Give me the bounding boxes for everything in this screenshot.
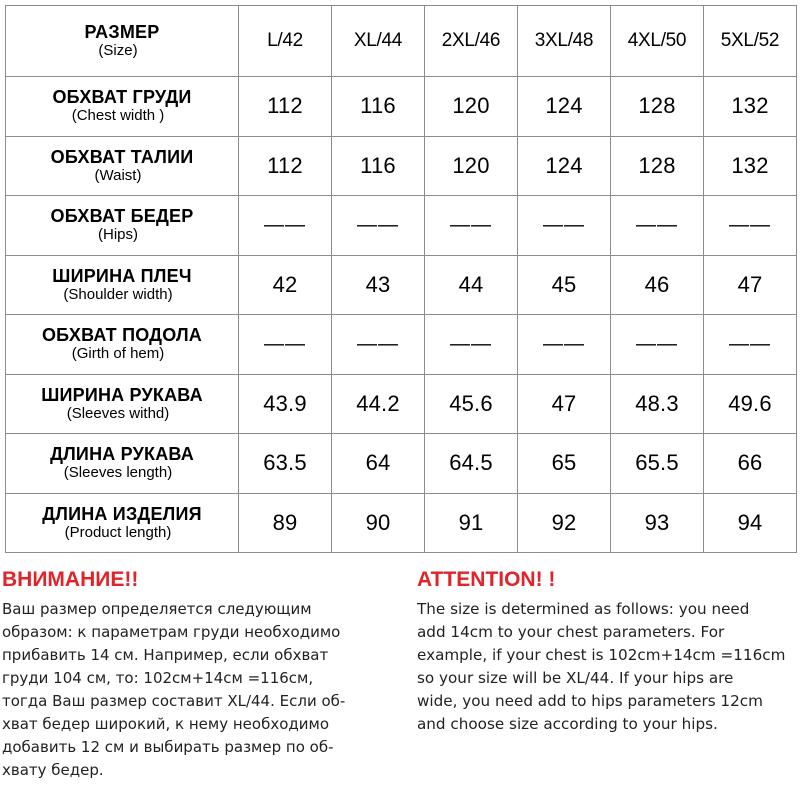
value-cell: 128	[611, 77, 704, 137]
value-cell: 124	[518, 77, 611, 137]
attention-text-en: The size is determined as follows: you need add 14cm to your chest parameters. For example, if your chest is 102cm+14cm =116cm so your size will be XL/44. If your hips are wide, you need add to hips parameters 12cm and choose size according to your hips.	[417, 600, 786, 733]
row-label-cell	[6, 255, 239, 315]
value-cell: 120	[425, 136, 518, 196]
row-label-en: (Chest width )	[71, 107, 165, 125]
table-row	[6, 374, 797, 434]
value-cell: 47	[704, 255, 797, 315]
value-cell: ——	[425, 196, 518, 256]
value-cell: 120	[425, 77, 518, 137]
size-header-cell: XL/44	[332, 6, 425, 77]
value-cell: 43	[332, 255, 425, 315]
attention-note-ru	[2, 566, 402, 782]
row-label-cell	[6, 315, 239, 375]
row-label-cell	[6, 77, 239, 137]
size-header-cell: 5XL/52	[704, 6, 797, 77]
row-label-ru: ДЛИНА ИЗДЕЛИЯ	[42, 503, 202, 524]
size-header-row	[6, 6, 797, 77]
attention-title-en: ATTENTION! !	[417, 568, 556, 591]
table-row	[6, 434, 797, 494]
table-row	[6, 196, 797, 256]
row-label-cell	[6, 136, 239, 196]
table-row	[6, 255, 797, 315]
row-label-en: (Sleeves withd)	[66, 404, 170, 422]
table-row	[6, 315, 797, 375]
value-cell: 65.5	[611, 434, 704, 494]
value-cell: 42	[239, 255, 332, 315]
value-cell: 93	[611, 493, 704, 553]
size-header-cell: 2XL/46	[425, 6, 518, 77]
size-header-cell: 4XL/50	[611, 6, 704, 77]
table-row	[6, 136, 797, 196]
value-cell: 46	[611, 255, 704, 315]
row-label-cell	[6, 196, 239, 256]
value-cell: 112	[239, 77, 332, 137]
attention-note-en	[417, 566, 800, 736]
row-label-cell	[6, 374, 239, 434]
value-cell: 116	[332, 136, 425, 196]
value-cell: 91	[425, 493, 518, 553]
row-label-cell	[6, 434, 239, 494]
row-label-en: (Product length)	[64, 523, 172, 541]
value-cell: ——	[704, 196, 797, 256]
value-cell: 89	[239, 493, 332, 553]
value-cell: 45.6	[425, 374, 518, 434]
value-cell: 94	[704, 493, 797, 553]
row-label-ru: РАЗМЕР	[84, 22, 160, 42]
value-cell: ——	[332, 196, 425, 256]
value-cell: 92	[518, 493, 611, 553]
value-cell: 128	[611, 136, 704, 196]
value-cell: 44	[425, 255, 518, 315]
row-label-en: (Waist)	[94, 166, 142, 184]
value-cell: ——	[611, 315, 704, 375]
value-cell: 45	[518, 255, 611, 315]
value-cell: 43.9	[239, 374, 332, 434]
value-cell: 116	[332, 77, 425, 137]
row-label-ru: ДЛИНА РУКАВА	[50, 444, 194, 465]
row-label-ru: ОБХВАТ БЕДЕР	[50, 206, 194, 227]
value-cell: 47	[518, 374, 611, 434]
size-header-cell: L/42	[239, 6, 332, 77]
row-label-ru: ОБХВАТ ГРУДИ	[52, 87, 192, 108]
row-label-en: (Shoulder width)	[63, 285, 173, 303]
value-cell: 64	[332, 434, 425, 494]
row-label-ru: ОБХВАТ ПОДОЛА	[41, 325, 202, 346]
value-cell: 124	[518, 136, 611, 196]
row-label-en: (Hips)	[98, 226, 138, 244]
row-label-ru: ШИРИНА РУКАВА	[41, 384, 203, 405]
row-label-cell	[6, 493, 239, 553]
attention-title-ru: ВНИМАНИЕ!!	[2, 568, 139, 591]
size-header-cell: 3XL/48	[518, 6, 611, 77]
size-chart-table	[5, 5, 797, 553]
value-cell: ——	[239, 196, 332, 256]
value-cell: ——	[518, 196, 611, 256]
value-cell: ——	[518, 315, 611, 375]
value-cell: ——	[425, 315, 518, 375]
value-cell: 48.3	[611, 374, 704, 434]
row-label-ru: ОБХВАТ ТАЛИИ	[50, 146, 194, 167]
value-cell: 132	[704, 77, 797, 137]
table-row	[6, 77, 797, 137]
row-label-ru: ШИРИНА ПЛЕЧ	[52, 265, 192, 286]
row-label-en: (Girth of hem)	[71, 345, 165, 363]
value-cell: ——	[239, 315, 332, 375]
table-row	[6, 493, 797, 553]
value-cell: 65	[518, 434, 611, 494]
value-cell: ——	[332, 315, 425, 375]
value-cell: 90	[332, 493, 425, 553]
value-cell: ——	[611, 196, 704, 256]
value-cell: 112	[239, 136, 332, 196]
value-cell: ——	[704, 315, 797, 375]
row-label-cell	[6, 6, 239, 77]
value-cell: 64.5	[425, 434, 518, 494]
value-cell: 63.5	[239, 434, 332, 494]
row-label-en: (Size)	[98, 42, 138, 59]
value-cell: 44.2	[332, 374, 425, 434]
value-cell: 132	[704, 136, 797, 196]
attention-text-ru: Ваш размер определяется следующим образом: к параметрам груди необходимо прибавить 14 см. Например, если обхват груди 104 см, то: 102см+14см =116см, тогда Ваш размер составит XL/44. Если об- хват бедер широкий, к нему необходимо добавить 12 см и выбирать размер по об- хвату бедер.	[2, 600, 346, 779]
value-cell: 66	[704, 434, 797, 494]
value-cell: 49.6	[704, 374, 797, 434]
row-label-en: (Sleeves length)	[63, 464, 173, 482]
